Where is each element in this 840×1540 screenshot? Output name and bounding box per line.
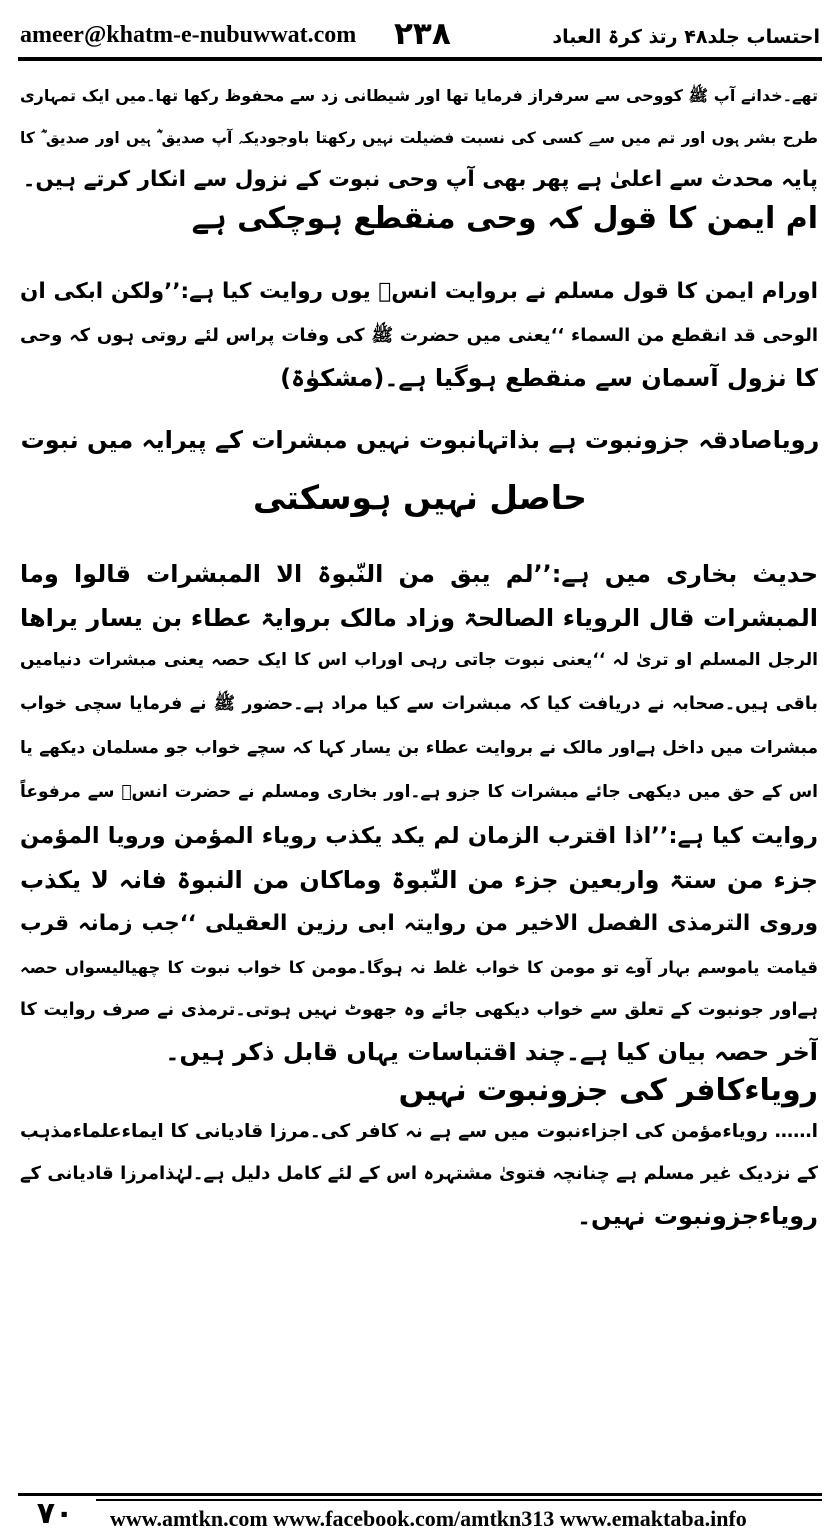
- text-line: مبشرات میں داخل ہےاور مالک نے بروایت عطاء بن یسار کہا کہ سچے خواب جو مسلمان دیکھے یا: [20, 738, 818, 758]
- text-line: اس کے حق میں دیکھی جائے مبشرات کا جزو ہے۔اور بخاری ومسلم نے حضرت انسؓ سے مرفوعاً: [20, 782, 818, 802]
- footer-page-number: ۷۰: [36, 1496, 74, 1531]
- section-heading: رویاصادقہ جزونبوت ہے بذاتہانبوت نہیں مبشرات کے پیرایہ میں نبوت: [20, 426, 820, 454]
- footer-rule: [18, 1493, 822, 1496]
- text-line: اورام ایمن کا قول مسلم نے بروایت انسؓ یوں روایت کیا ہے:’’ولکن ابکی ان: [20, 279, 818, 304]
- section-heading: ام ایمن کا قول کہ وحی منقطع ہوچکی ہے: [191, 201, 818, 236]
- text-line: باقی ہیں۔صحابہ نے دریافت کیا کہ مبشرات سے کیا مراد ہے۔حضور ﷺ نے فرمایا سچی خواب: [20, 694, 818, 714]
- footer-rule: [96, 1499, 822, 1501]
- header-email: ameer@khatm-e-nubuwwat.com: [20, 22, 357, 48]
- text-line: کا نزول آسمان سے منقطع ہوگیا ہے۔(مشکوٰۃ): [280, 364, 818, 392]
- text-line: الوحی قد انقطع من السماء ‘‘یعنی میں حضرت ﷺ کی وفات پراس لئے روتی ہوں کہ وحی: [20, 325, 818, 346]
- text-line: حدیث بخاری میں ہے:’’لم یبق من النّبوۃ الا المبشرات قالوا وما: [20, 560, 818, 588]
- text-line: تھے۔خدانے آپ ﷺ کووحی سے سرفراز فرمایا تھا اور شیطانی زد سے محفوظ رکھا تھا۔میں ایک تمہاری: [20, 86, 818, 105]
- text-line: ہےاور جونبوت کے تعلق سے خواب دیکھی جائے وہ جھوٹ نہیں ہوتی۔ترمذی نے صرف روایت کا: [20, 1000, 818, 1020]
- header-page-number: ۲۳۸: [394, 16, 451, 52]
- text-line: روایت کیا ہے:’’اذا اقترب الزمان لم یکد یکذب رویاء المؤمن ورویا المؤمن: [20, 823, 818, 849]
- text-line: آخر حصہ بیان کیا ہے۔چند اقتباسات یہاں قابل ذکر ہیں۔: [165, 1038, 818, 1066]
- section-heading: حاصل نہیں ہوسکتی: [253, 478, 587, 517]
- page-header: [16, 14, 824, 54]
- text-line: طرح بشر ہوں اور تم میں سے کسی کی نسبت فضیلت نہیں رکھتا باوجودیکہ آپ صدیق ؓ ہیں اور صدیق ؓ کا: [20, 129, 818, 147]
- footer-links: www.amtkn.com www.facebook.com/amtkn313 www.emaktaba.info: [110, 1506, 747, 1531]
- text-line: رویاءجزونبوت نہیں۔: [576, 1202, 818, 1230]
- text-line: کے نزدیک غیر مسلم ہے چنانچہ فتویٰ مشتہرہ اس کے لئے کامل دلیل ہے۔لہٰذامرزا قادیانی کے: [20, 1163, 818, 1184]
- text-line: ا…… رویاءمؤمن کی اجزاءنبوت میں سے ہے نہ کافر کی۔مرزا قادیانی کا ایماءعلماءمذہب: [20, 1121, 818, 1142]
- text-line: وروی الترمذی الفصل الاخیر من روایتہ ابی رزین العقیلی ‘‘جب زمانہ قرب: [20, 911, 818, 936]
- text-line: المبشرات قال الرویاء الصالحۃ وزاد مالک بروایۃ عطاء بن یسار یراھا: [20, 604, 818, 632]
- text-line: پایہ محدث سے اعلیٰ ہے پھر بھی آپ وحی نبوت کے نزول سے انکار کرتے ہیں۔: [22, 167, 818, 192]
- header-book-title: احتساب جلد۴۸ رتذ کرۃ العباد: [552, 26, 820, 48]
- text-line: الرجل المسلم او تریٰ لہ ‘‘یعنی نبوت جاتی رہی اوراب اس کا ایک حصہ یعنی مبشرات دنیامیں: [20, 650, 818, 670]
- text-line: جزء من ستۃ واربعین جزء من النّبوۃ وماکان من النبوۃ فانہ لا یکذب: [20, 866, 818, 894]
- section-heading: رویاءکافر کی جزونبوت نہیں: [398, 1073, 818, 1108]
- header-rule: [18, 57, 822, 61]
- text-line: قیامت یاموسم بہار آوے تو مومن کا خواب غلط نہ ہوگا۔مومن کا خواب نبوت کا چھیالیسواں حصہ: [20, 958, 818, 977]
